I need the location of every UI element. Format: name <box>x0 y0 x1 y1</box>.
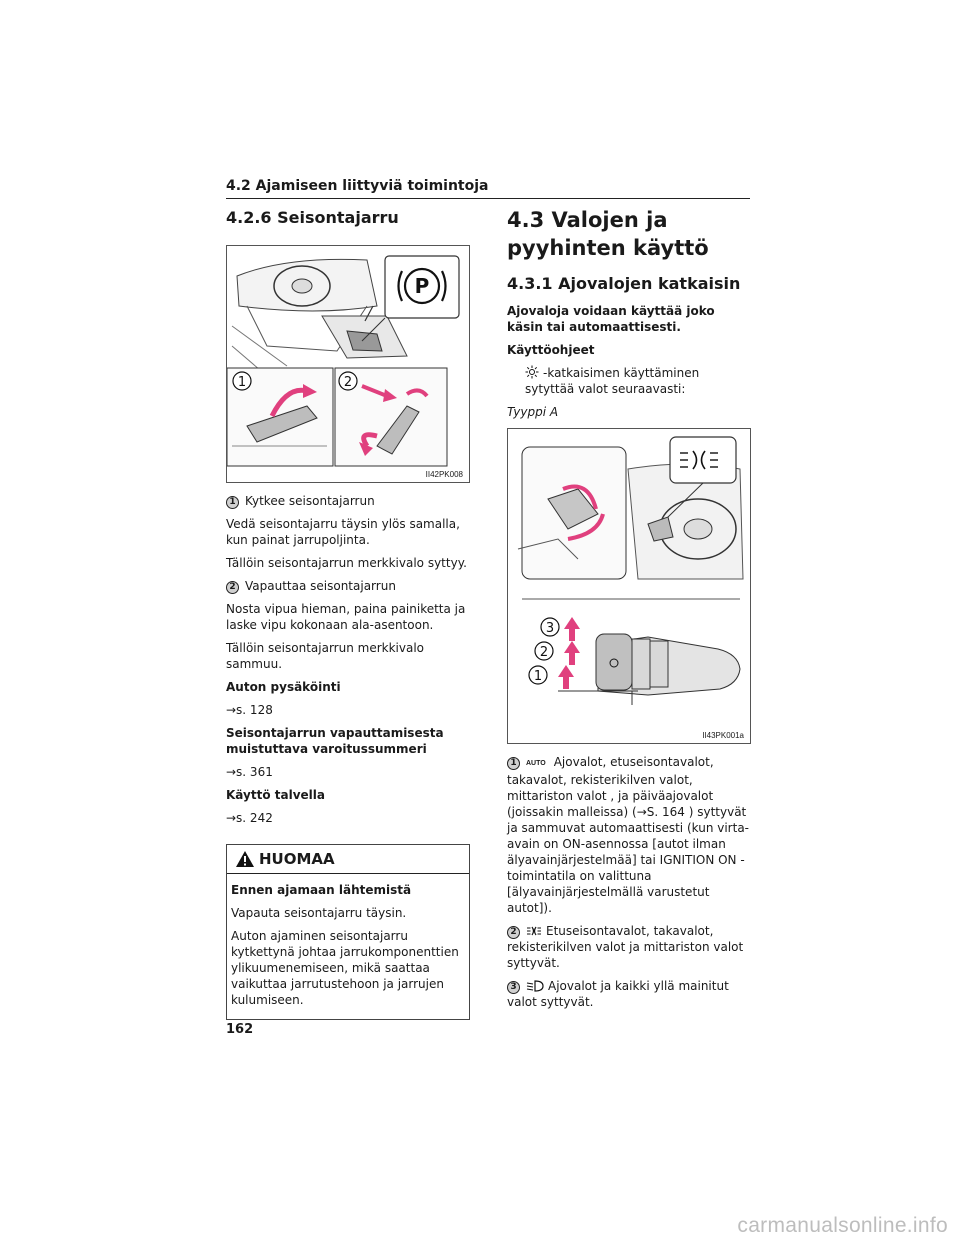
item2-number: 2 <box>226 581 239 594</box>
headlight-switch-figure <box>507 428 751 744</box>
item1-title: 1 Kytkee seisontajarrun <box>226 493 470 509</box>
item1-number: 1 <box>226 496 239 509</box>
warning-triangle-icon <box>235 850 255 868</box>
figure-code: II42PK008 <box>425 470 463 479</box>
right-column <box>507 206 751 1017</box>
ref-reminder: →s. 361 <box>226 765 273 779</box>
caution-title: HUOMAA <box>259 850 335 868</box>
section-title: 4.2.6 Seisontajarru <box>226 208 399 227</box>
item1-paragraph1: Vedä seisontajarru täysin ylös samalla, kun painat jarrupoljinta. <box>226 517 460 547</box>
low-beam-icon <box>526 980 544 992</box>
right-item1-number: 1 <box>507 757 520 770</box>
intro-text: Ajovaloja voidaan käyttää joko käsin tai automaattisesti. <box>507 304 715 334</box>
caution-header <box>227 845 469 874</box>
figure2-marker-3: 3 <box>545 621 555 636</box>
figure2-marker-1: 1 <box>533 669 543 684</box>
figure-marker-1: 1 <box>237 375 247 390</box>
caution-paragraph2: Auton ajaminen seisontajarru kytkettynä johtaa jarrukomponenttien ylikuumenemiseen, mikä saattaa vaikuttaa jarrutustehoon ja jarrujen kulumiseen. <box>231 929 459 1007</box>
page-number: 162 <box>226 1022 254 1037</box>
right-item2: 2 Etuseisontavalot, takavalot, rekisterikilven valot ja mittariston valot syttyvät. <box>507 924 744 970</box>
auto-icon: AUTO <box>526 760 546 767</box>
running-head: 4.2 Ajamiseen liittyviä toimintoja <box>226 178 750 199</box>
subsection-title: 4.3.1 Ajovalojen katkaisin <box>507 274 741 293</box>
parking-lights-icon <box>526 925 542 937</box>
figure2-marker-2: 2 <box>539 645 549 660</box>
caution-box <box>226 844 470 1020</box>
right-item3: 3 Ajovalot ja kaikki yllä mainitut valot syttyvät. <box>507 979 729 1009</box>
figure-marker-2: 2 <box>343 375 353 390</box>
figure2-code: II43PK001a <box>702 731 744 740</box>
caution-subtitle: Ennen ajamaan lähtemistä <box>231 883 412 897</box>
right-item3-number: 3 <box>507 981 520 994</box>
right-item1: 1 AUTO Ajovalot, etuseisontavalot, takavalot, rekisterikilven valot, mittariston valot , ja päiväajovalot (joissakin malleissa) (→S. 164 ) syttyvät ja sammuvat automaattisesti (kun virta-avain on ON-asennossa [autot ilman älyavainjärjestelmää] tai IGNITION ON -toimintatila on valittuna [älyavainjärjestelmällä varustetut autot]). <box>507 755 749 915</box>
watermark: carmanualsonline.info <box>737 1214 948 1237</box>
light-switch-icon <box>525 365 539 379</box>
type-label: Tyyppi A <box>507 405 559 419</box>
caution-paragraph1: Vapauta seisontajarru täysin. <box>231 906 407 920</box>
chapter-title: 4.3 Valojen ja pyyhinten käyttö <box>507 208 709 260</box>
p-symbol: P <box>414 274 430 298</box>
item2-paragraph1: Nosta vipua hieman, paina painiketta ja laske vipu kokonaan ala-asentoon. <box>226 602 466 632</box>
item1-paragraph2: Tällöin seisontajarrun merkkivalo syttyy. <box>226 556 467 570</box>
parking-brake-figure <box>226 245 470 483</box>
heading-winter: Käyttö talvella <box>226 788 325 802</box>
right-item2-number: 2 <box>507 926 520 939</box>
heading-instructions: Käyttöohjeet <box>507 343 595 357</box>
headlight-switch-illustration <box>508 429 750 743</box>
switch-paragraph: -katkaisimen käyttäminen sytyttää valot seuraavasti: <box>525 366 700 396</box>
parking-brake-illustration <box>227 246 469 482</box>
ref-winter: →s. 242 <box>226 811 273 825</box>
heading-parking: Auton pysäköinti <box>226 680 341 694</box>
item2-title: 2 Vapauttaa seisontajarrun <box>226 578 470 594</box>
heading-reminder: Seisontajarrun vapauttamisesta muistuttava varoitussummeri <box>226 726 444 756</box>
left-column <box>226 208 470 1020</box>
item2-paragraph2: Tällöin seisontajarrun merkkivalo sammuu. <box>226 641 425 671</box>
ref-parking: →s. 128 <box>226 703 273 717</box>
